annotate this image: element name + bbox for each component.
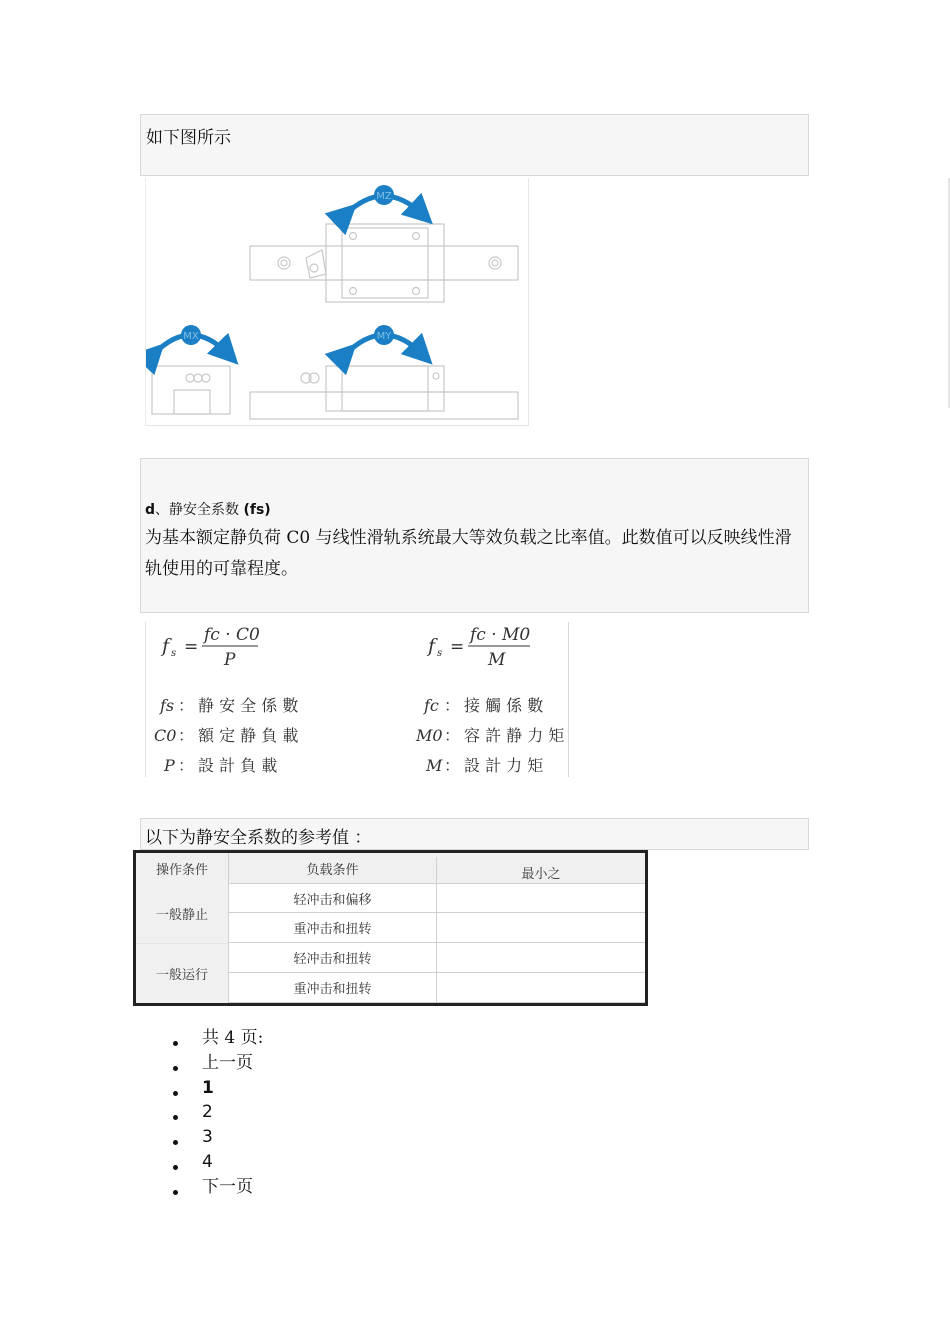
intro-box bbox=[140, 114, 809, 176]
legend-desc-c0: 額 定 静 負 載 bbox=[198, 726, 299, 745]
formula-left-den: P bbox=[224, 650, 236, 670]
static-safety-paragraph: 为基本额定静负荷 C0 与线性滑轨系统最大等效负载之比率值。此数值可以反映线性滑轨使用的可靠程度。 bbox=[145, 528, 792, 579]
legend-sym-p: P bbox=[164, 756, 175, 775]
pagination-total: 共 4 页: bbox=[160, 1026, 263, 1051]
formula-left bbox=[160, 625, 260, 670]
formula-left-sub: s bbox=[171, 648, 177, 659]
table-header-load: 负载条件 bbox=[228, 853, 436, 883]
legend-sym-m0: M0 bbox=[416, 726, 443, 745]
heading-prefix: d bbox=[145, 502, 156, 518]
table-cell-load: 重冲击和扭转 bbox=[228, 913, 436, 943]
formula-right-den: M bbox=[488, 650, 506, 670]
formula-left-lhs: f bbox=[162, 635, 170, 657]
pagination-next-link[interactable]: 下一页 bbox=[160, 1175, 263, 1200]
legend-sep-m0: ： bbox=[444, 726, 461, 745]
reference-title: 以下为静安全系数的参考值 ： bbox=[145, 828, 372, 848]
mz-arrow bbox=[346, 185, 422, 214]
pagination-list bbox=[160, 1026, 263, 1200]
pagination-page-2[interactable]: 2 bbox=[160, 1100, 263, 1125]
formula-right-eq: = bbox=[450, 637, 465, 657]
formula-figure bbox=[145, 622, 569, 777]
table-cell-condition-running: 一般运行 bbox=[136, 943, 228, 1003]
end-view-drawing bbox=[152, 366, 230, 414]
legend-desc-m: 設 計 力 矩 bbox=[464, 756, 544, 775]
intro-text: 如下图所示 bbox=[146, 128, 231, 148]
pagination-page-4[interactable]: 4 bbox=[160, 1150, 263, 1175]
pagination-prev-link[interactable]: 上一页 bbox=[160, 1051, 263, 1076]
side-view-drawing bbox=[250, 366, 518, 419]
heading-symbol: (fs) bbox=[243, 502, 271, 518]
table-cell-load: 轻冲击和扭转 bbox=[228, 943, 436, 973]
table-cell-value bbox=[436, 883, 645, 913]
heading-text: 、静安全系数 bbox=[155, 502, 240, 518]
formula-right-sub: s bbox=[437, 648, 443, 659]
table-header-min: 最小之 bbox=[436, 857, 645, 887]
legend-sep-p: ： bbox=[178, 756, 195, 775]
mz-label: MZ bbox=[376, 191, 392, 202]
formula-right-num: fc · M0 bbox=[470, 625, 531, 645]
table-cell-condition-static: 一般静止 bbox=[136, 883, 228, 943]
table-header-condition: 操作条件 bbox=[136, 853, 228, 883]
formula-legend bbox=[154, 696, 564, 775]
mx-arrow bbox=[154, 325, 228, 354]
legend-sep-fc: ： bbox=[444, 696, 461, 715]
table-cell-value bbox=[436, 973, 645, 1003]
legend-desc-m0: 容 許 静 力 矩 bbox=[464, 726, 565, 745]
legend-sep-fs: ： bbox=[178, 696, 195, 715]
reference-title-box bbox=[140, 818, 809, 850]
table-cell-load: 轻冲击和偏移 bbox=[228, 883, 436, 913]
top-view-drawing bbox=[250, 224, 518, 302]
legend-desc-fs: 静 安 全 係 數 bbox=[198, 696, 299, 715]
legend-sym-c0: C0 bbox=[154, 726, 177, 745]
formula-svg bbox=[146, 622, 568, 777]
my-label: MY bbox=[376, 331, 392, 342]
formula-right bbox=[426, 625, 530, 670]
mx-label: MX bbox=[183, 331, 199, 342]
legend-sep-m: ： bbox=[444, 756, 461, 775]
table-cell-value bbox=[436, 943, 645, 973]
table-cell-value bbox=[436, 913, 645, 943]
legend-sym-fc: fc bbox=[424, 696, 439, 715]
static-safety-heading bbox=[145, 499, 271, 519]
legend-sym-m: M bbox=[426, 756, 443, 775]
my-arrow bbox=[346, 325, 422, 354]
static-safety-box bbox=[140, 458, 809, 613]
legend-desc-fc: 接 觸 係 數 bbox=[464, 696, 544, 715]
formula-left-num: fc · C0 bbox=[204, 625, 260, 645]
formula-left-eq: = bbox=[184, 637, 199, 657]
legend-sep-c0: ： bbox=[178, 726, 195, 745]
table-cell-load: 重冲击和扭转 bbox=[228, 973, 436, 1003]
legend-sym-fs: fs bbox=[160, 696, 175, 715]
reference-table bbox=[133, 850, 648, 1006]
legend-desc-p: 設 計 負 載 bbox=[198, 756, 278, 775]
moment-diagram-svg bbox=[146, 178, 528, 425]
moment-diagram-figure bbox=[145, 178, 529, 426]
formula-right-lhs: f bbox=[428, 635, 436, 657]
pagination-page-3[interactable]: 3 bbox=[160, 1125, 263, 1150]
pagination-page-1: 1 bbox=[160, 1076, 263, 1101]
